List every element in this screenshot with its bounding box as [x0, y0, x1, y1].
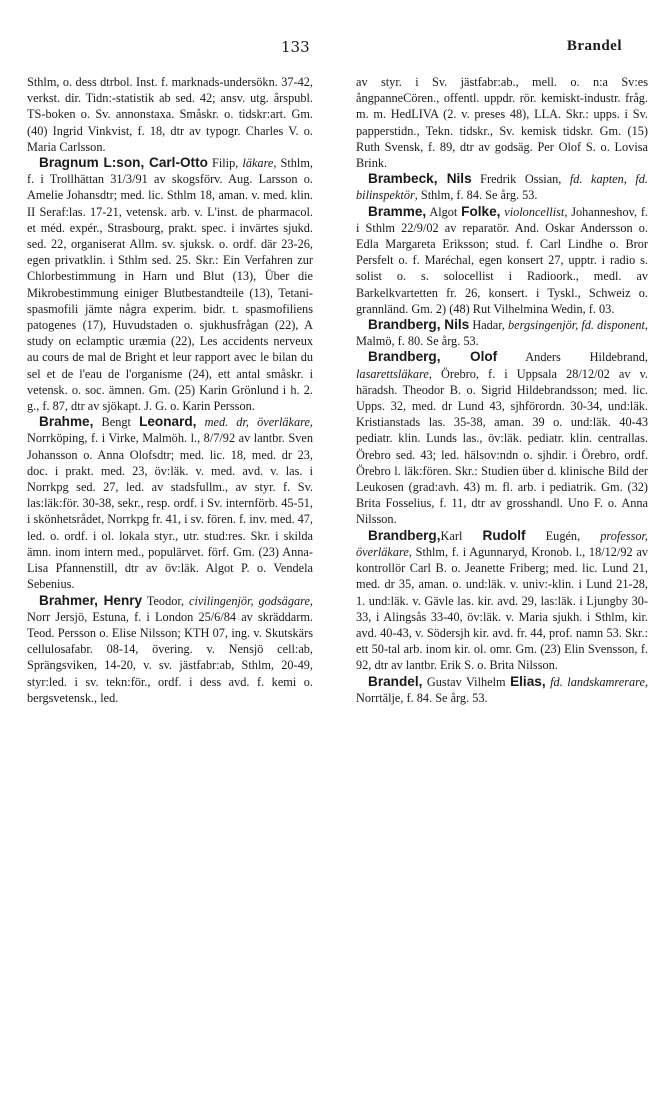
- entry-name: Brahmer, Henry: [39, 592, 143, 608]
- entry-text: av styr. i Sv. jästfabr:ab., mell. o. n:a Sv:es ångpanneCören., offentl. uppdr. rör. kemiskt-industr. fråg. m. m. HedLIVA (2. v. preses 48), LLA. Skr.: upps. i Sv. papperstidn., Tekn. tidskr., Sv. kemisk tidskr. Gm. (15) Ruth Svensk, f. 89, dtr av godsäg. Per Olof S. o. Lovisa Brink.: [356, 75, 648, 171]
- entry-text: , Johanneshov, f. i Sthlm 22/9/02 av reparatör. And. Oskar Andersson o. Edla Margareta Eriksson; stud. f. Carl Lindhe o. Bror Persfelt o. f. Maréchal, egen konsert 27, upptr. i radio s. solist o. s. solocellist i Radioork., medl. av Barkelkvartetten fr. 26, konsert. i Tyskl., Schweiz o. grannländ. Gm. 2) (48) Rut Vilhelmina Wedin, f. 03.: [356, 204, 648, 316]
- entry-called-name: Folke,: [461, 203, 501, 219]
- entry-called-name: Rudolf: [482, 527, 526, 543]
- entry-text: Anders Hildebrand,: [497, 350, 648, 365]
- left-column: [27, 74, 313, 706]
- page-number: 133: [281, 38, 310, 56]
- entry-text: , Sthlm, f. 84. Se årg. 53.: [414, 188, 538, 203]
- entry-name: Bramme,: [368, 203, 427, 219]
- entry-occupation: fd. landskamrerare: [550, 674, 645, 689]
- biography-entry: [27, 414, 313, 592]
- entry-name: Brandberg, Nils: [368, 317, 470, 333]
- entry-called-name: Leonard,: [139, 414, 197, 430]
- entry-text: Gustav Vilhelm: [422, 674, 511, 689]
- biography-entry: [356, 171, 648, 203]
- entry-occupation: bergsingenjör, fd. disponent: [508, 318, 645, 333]
- entry-text: Hadar,: [469, 318, 509, 333]
- entry-continuation: [27, 74, 313, 155]
- entry-text: Filip,: [207, 156, 243, 171]
- biography-entry: [356, 317, 648, 349]
- running-head: Brandel: [566, 38, 622, 54]
- entry-text: , Sthlm, f. i Agunnaryd, Kronob. l., 18/12/92 av kontrollör Carl B. o. Jeanette Friberg; med. lic. Lund 21, med. dr 35, aman. o. und:läk. v. univ:-klin. i Lund 21-28, 1. und:läk. v. Gävle las. kir. avd. 29, las:läk. i Ljungby 30-33, i Alingsås 33-40, öv:läk. v. Maria sjukh. i Sthlm, kir. avd. 40-43, v. Södersjh kir. avd. fr. 44, prof. namn 53. Skr.: ett 50-tal arb. inom kir. ol. omr. Gm. (23) Elin Svensson, f. 92, dtr av lantbr. Erik S. o. Brita Nilsson.: [356, 544, 648, 673]
- biography-entry: [356, 349, 648, 527]
- entry-text: Karl: [440, 528, 483, 543]
- biography-entry: [27, 593, 313, 706]
- entry-text: Sthlm, o. dess dtrbol. Inst. f. marknads-undersökn. 37-42, verkst. dir. Tidn:-statistik ab sed. 42; ansv. utg. årspubl. TS-boken o. Sv. annonstaxa. Småskr. o. tidskr:art. Gm. (40) Ingrid Vinkvist, f. 18, dtr av typogr. Charles V. o. Maria Carlsson.: [27, 75, 313, 154]
- page-header: [0, 38, 672, 62]
- entry-text: Algot: [426, 204, 462, 219]
- entry-name: Brambeck, Nils: [368, 171, 472, 187]
- entry-text: Fredrik Ossian,: [471, 172, 570, 187]
- entry-name: Brahme,: [39, 414, 94, 430]
- biography-entry: [27, 155, 313, 414]
- entry-occupation: civilingenjör, godsägare: [188, 593, 310, 608]
- entry-occupation: med. dr, överläkare: [204, 415, 310, 430]
- entry-occupation: lasarettsläkare: [356, 366, 429, 381]
- entry-called-name: Elias,: [510, 673, 546, 689]
- entry-text: Eugén,: [525, 528, 601, 543]
- entry-text: , Malmö, f. 80. Se årg. 53.: [356, 318, 648, 349]
- entry-text: Teodor,: [142, 593, 189, 608]
- entry-text: , Norr Jersjö, Estuna, f. i London 25/6/84 av skräddarm. Teod. Persson o. Elise Nilsson; KTH 07, ing. v. Skutskärs cellulosafabr. 08-14, övering. v. Nensjö cell:ab, Sprängsviken, 14-20, v. sv. jästfabr:ab, Sthlm, 20-49, styr:led. i sv. tekn:för., ordf. i dess avd. f. kemi o. bergsvetensk., led.: [27, 593, 313, 705]
- entry-name: Brandel,: [368, 673, 423, 689]
- entry-text: [196, 415, 204, 429]
- entry-name: Brandberg, Olof: [368, 349, 498, 365]
- biography-entry: [356, 674, 648, 706]
- entry-occupation: fd. kapten, fd. bilinspektör: [356, 172, 648, 203]
- biography-entry: [356, 528, 648, 674]
- entry-name: Brandberg,: [368, 527, 441, 543]
- entry-text: , Norrtälje, f. 84. Se årg. 53.: [356, 674, 649, 705]
- entry-text: , Sthlm, f. i Trollhättan 31/3/91 av skogsförv. Aug. Larsson o. Amelie Johansdtr; med. lic. Sthlm 18, aman. v. med. klin. II Seraf:las. 17-21, vetensk. arb. v. L'inst. de pharmacol. et méd. expér., Strasbourg, prakt. spec. i invärtes sjukd. sed. 22, organiserat Allm. sv. sjuksk. o. ordf. där 23-26, egen privatklin. i Sthlm sed. 25. Skr.: Ein Verfahren zur Chlorbestimmung in Harn und Blut (13), Über die Mikrobestimmung einiger Blutbestandteile (13), Tetani-spasmofili jämte några experim. bidr. t. spasmofiliens patogenes (17), Huvudstaden o. sjukhusfrågan (22), A study on eclamptic uræmia (22), Les accidents nerveux au cours de mal de Bright et leur rapport avec le bilan du sel et de l'eau de l'organisme (24), ett antal småskr. i vetensk. o. soc. ämnen. Gm. (25) Karin Grönlund i h. 2. g., f. 87, dtr av sjökapt. J. G. o. Karin Persson.: [27, 156, 313, 414]
- biography-entry: [356, 204, 648, 317]
- entry-text: Bengt: [93, 415, 140, 430]
- entry-text: , Örebro, f. i Uppsala 28/12/02 av v. häradsh. Theodor B. o. Sigrid Hildebrandsson; med. lic. Upps. 32, med. dr Lund 43, sjhförordn. 30-34, und:läk. Kristianstads las. 35-38, aman. 39 o. und:läk. 40-43 pediatr. klin. Lunds las., öv:läk. pediatr. klin. centrallas. Örebro sed. 43; led. hälsov:ndn o. sjhdir. i Örebro, ordf. Örebro l. läk:fören. Skr.: Studien über d. klinische Bild der Leukosen (grad:avh. 43) m. fl. arb. i pediatrik. Gm. (32) Brita Fosselius, f. 11, dtr av grosshandl. Uno F. o. Anna Nilsson.: [356, 366, 648, 527]
- right-column: [356, 74, 648, 706]
- entry-occupation: läkare: [242, 156, 274, 171]
- entry-text: , Norrköping, f. i Virke, Malmöh. l., 8/7/92 av lantbr. Sven Johansson o. Anna Olofsdtr; med. lic. 18, med. dr 23, doc. i prakt. med. 23, öv:läk. v. med. avd. v. las. i Norrkpg sed. 27, led. av stadsfullm., av styr. f. Sv. las:läk:för. 30-38, sekr., resp. ordf. i Sv. internförb. 45-51, i skönhetsrådet, Norrkpg fr. 41, i sv. fören. f. inv. med. 47, led. o. ordf. i ol. lokala styr., utr. stud:res. Skr. i skilda ämn. inom intern med., populärvet. förf. Gm. (23) Anna-Lisa Pfannenstill, dtr av öv:läk. Algot P. o. Vendela Sebenius.: [27, 415, 313, 592]
- entry-occupation: violoncellist: [504, 204, 565, 219]
- entry-occupation: professor, överläkare: [356, 528, 648, 559]
- entry-continuation: [356, 74, 648, 171]
- entry-name: Bragnum L:son, Carl-Otto: [39, 155, 208, 171]
